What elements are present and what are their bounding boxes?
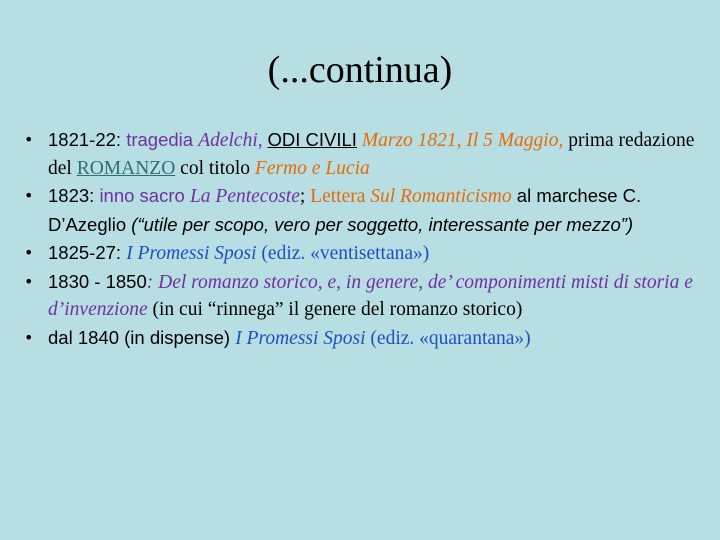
bullet-item bbox=[22, 182, 702, 239]
bullet-dot-icon: • bbox=[24, 327, 34, 347]
text-segment: (ediz. «ventisettana») bbox=[256, 243, 430, 264]
text-segment: ODI CIVILI bbox=[267, 129, 357, 150]
bullet-item bbox=[22, 324, 702, 353]
slide-title: (...continua) bbox=[267, 49, 453, 91]
text-segment: (ediz. «quarantana») bbox=[365, 327, 531, 349]
text-segment: col titolo bbox=[175, 157, 255, 179]
text-segment: I Promessi Sposi bbox=[126, 243, 257, 264]
text-segment: inno sacro bbox=[99, 185, 190, 206]
text-segment: prima redazione del bbox=[48, 130, 695, 179]
bullet-item bbox=[22, 126, 702, 182]
bullet-list bbox=[22, 126, 702, 352]
text-segment: (in cui “rinnega” il genere del romanzo storico) bbox=[147, 299, 523, 320]
text-segment: Sul Romanticismo bbox=[370, 186, 512, 207]
text-segment: 1825-27: bbox=[48, 242, 127, 263]
bullet-item bbox=[22, 239, 702, 268]
bullet-dot-icon: • bbox=[24, 186, 34, 205]
text-segment: Marzo 1821, Il 5 Maggio, bbox=[361, 130, 564, 151]
text-segment: Lettera bbox=[310, 186, 371, 207]
bullet-dot-icon: • bbox=[24, 243, 34, 262]
text-segment: Fermo e Lucia bbox=[254, 157, 370, 179]
text-segment: dal 1840 (in dispense) bbox=[48, 326, 236, 348]
text-segment: La Pentecoste bbox=[189, 186, 300, 207]
text-segment: I Promessi Sposi bbox=[235, 327, 366, 349]
text-segment: 1823: bbox=[48, 185, 100, 206]
text-segment: : Del romanzo storico, e, in genere, de’ componimenti misti di storia e d’invenzione bbox=[48, 271, 693, 320]
bullet-item bbox=[22, 268, 702, 324]
bullet-dot-icon: • bbox=[24, 271, 34, 291]
text-segment: 1821-22: bbox=[48, 129, 127, 150]
text-segment: al marchese C. D’Azeglio bbox=[48, 185, 642, 235]
bullet-dot-icon: • bbox=[24, 130, 34, 149]
text-segment: (“utile per scopo, vero per soggetto, interessante per mezzo”) bbox=[131, 213, 634, 235]
text-segment: Adelchi, bbox=[198, 130, 263, 151]
text-segment: ; bbox=[299, 186, 311, 207]
text-segment: tragedia bbox=[126, 129, 199, 150]
text-segment: 1830 - 1850 bbox=[48, 270, 147, 292]
text-segment: ROMANZO bbox=[76, 157, 176, 179]
